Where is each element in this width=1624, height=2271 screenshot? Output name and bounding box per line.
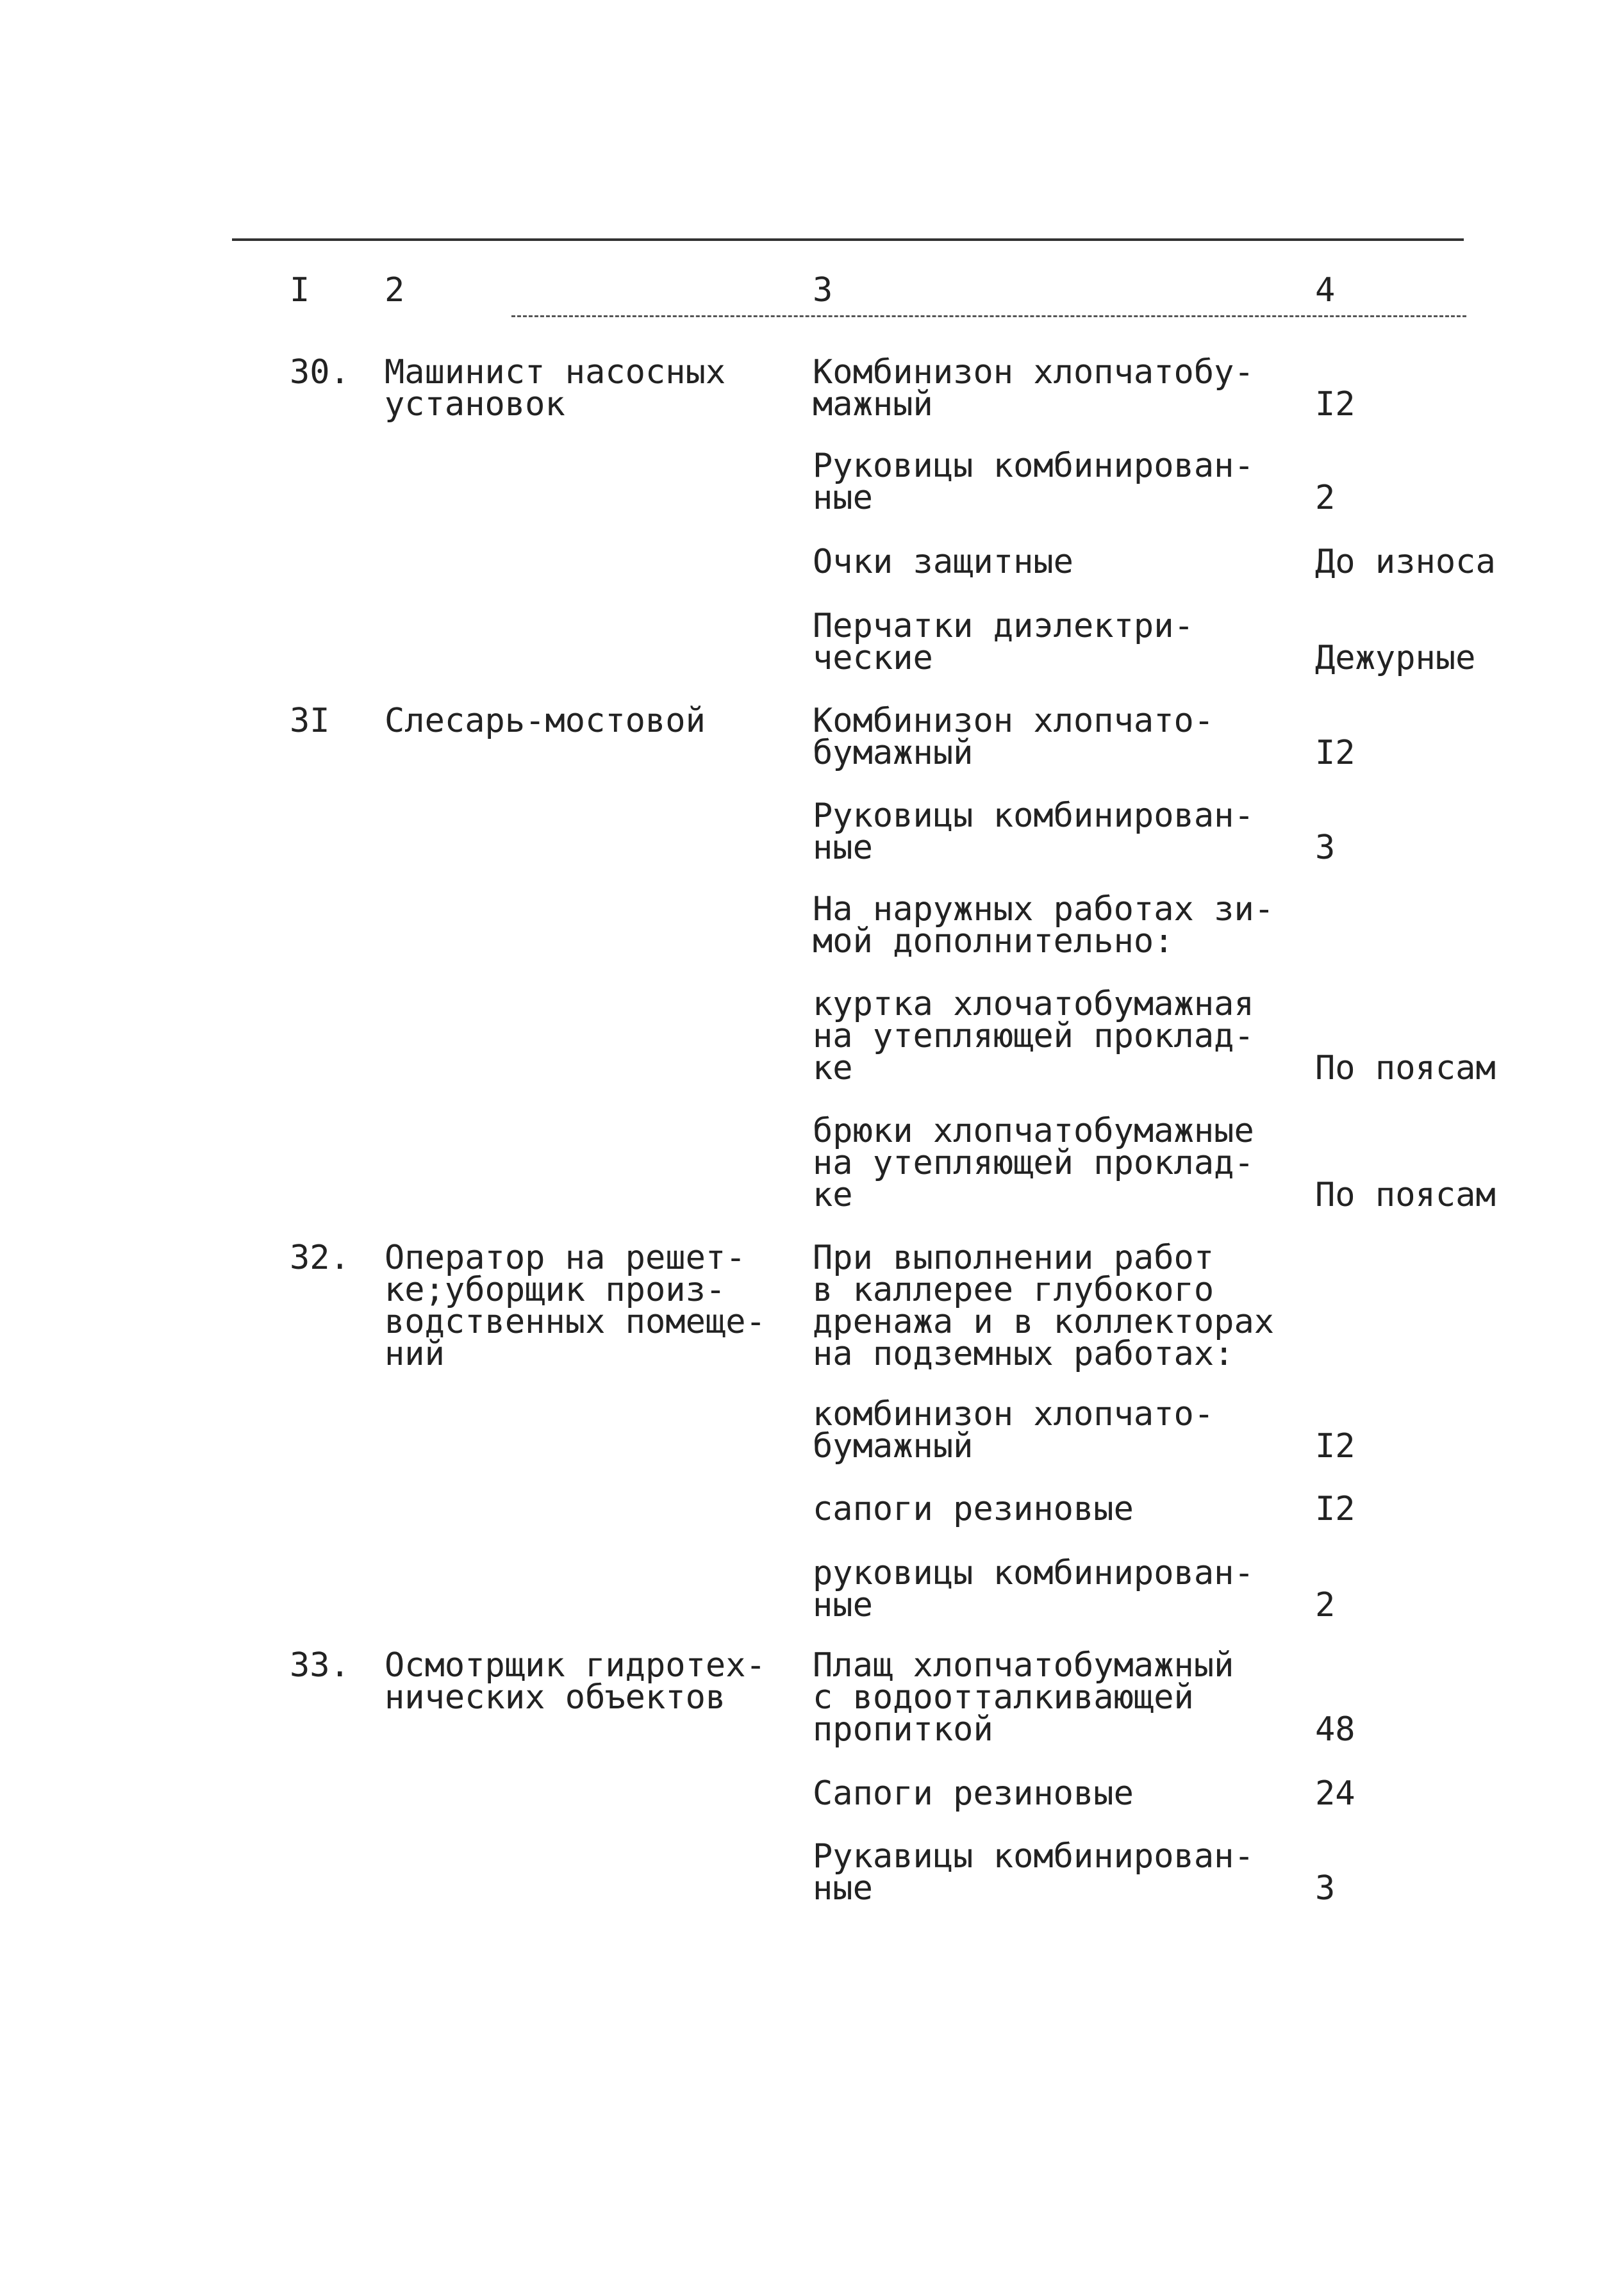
item-term: I2 bbox=[1315, 1490, 1355, 1528]
item-term: По поясам bbox=[1315, 1049, 1496, 1087]
item-name: куртка хлочатобумажная на утепляющей проклад- ке bbox=[813, 985, 1254, 1087]
item-name: Очки защитные bbox=[813, 543, 1073, 581]
item-term: 48 bbox=[1315, 1710, 1355, 1749]
column-header-2: 2 bbox=[385, 271, 405, 310]
item-name: Руковицы комбинирован- ные bbox=[813, 447, 1254, 517]
column-header-4: 4 bbox=[1315, 271, 1336, 310]
item-name: Руковицы комбинирован- ные bbox=[813, 797, 1254, 867]
item-name: На наружных работах зи- мой дополнительно: bbox=[813, 890, 1275, 961]
item-name: Перчатки диэлектри- ческие bbox=[813, 607, 1194, 677]
item-name: Комбинизон хлопчатобу- мажный bbox=[813, 353, 1254, 424]
item-term: 2 bbox=[1315, 479, 1336, 517]
item-name: руковицы комбинирован- ные bbox=[813, 1554, 1254, 1624]
column-header-3: 3 bbox=[813, 271, 833, 310]
row-number: 3I bbox=[290, 702, 330, 740]
item-term: 24 bbox=[1315, 1774, 1355, 1813]
item-name: Плащ хлопчатобумажный с водоотталкивающей пропиткой bbox=[813, 1646, 1234, 1749]
item-name: комбинизон хлопчато- бумажный bbox=[813, 1395, 1214, 1466]
item-term: I2 bbox=[1315, 1427, 1355, 1466]
profession: Слесарь-мостовой bbox=[385, 702, 706, 740]
row-number: 33. bbox=[290, 1646, 350, 1685]
table-top-rule bbox=[232, 238, 1464, 241]
item-name: сапоги резиновые bbox=[813, 1490, 1134, 1528]
item-name: Сапоги резиновые bbox=[813, 1774, 1134, 1813]
item-term: I2 bbox=[1315, 385, 1355, 424]
table-header-rule bbox=[511, 315, 1466, 317]
item-name: Комбинизон хлопчато- бумажный bbox=[813, 702, 1214, 772]
item-name: брюки хлопчатобумажные на утепляющей проклад- ке bbox=[813, 1112, 1254, 1214]
profession: Осмотрщик гидротех- нических объектов bbox=[385, 1646, 766, 1717]
item-term: Дежурные bbox=[1315, 639, 1476, 677]
item-term: I2 bbox=[1315, 734, 1355, 772]
item-term: 3 bbox=[1315, 829, 1336, 867]
profession: Машинист насосных установок bbox=[385, 353, 726, 424]
profession: Оператор на решет- ке;уборщик произ- водственных помеще- ний bbox=[385, 1239, 766, 1373]
column-header-1: I bbox=[290, 271, 310, 310]
item-name: При выполнении работ в каллерее глубокого дренажа и в коллекторах на подземных работах: bbox=[813, 1239, 1275, 1373]
item-name: Рукавицы комбинирован- ные bbox=[813, 1837, 1254, 1908]
item-term: 3 bbox=[1315, 1869, 1336, 1908]
item-term: По поясам bbox=[1315, 1176, 1496, 1214]
row-number: 32. bbox=[290, 1239, 350, 1277]
row-number: 30. bbox=[290, 353, 350, 392]
item-term: До износа bbox=[1315, 543, 1496, 581]
item-term: 2 bbox=[1315, 1586, 1336, 1624]
